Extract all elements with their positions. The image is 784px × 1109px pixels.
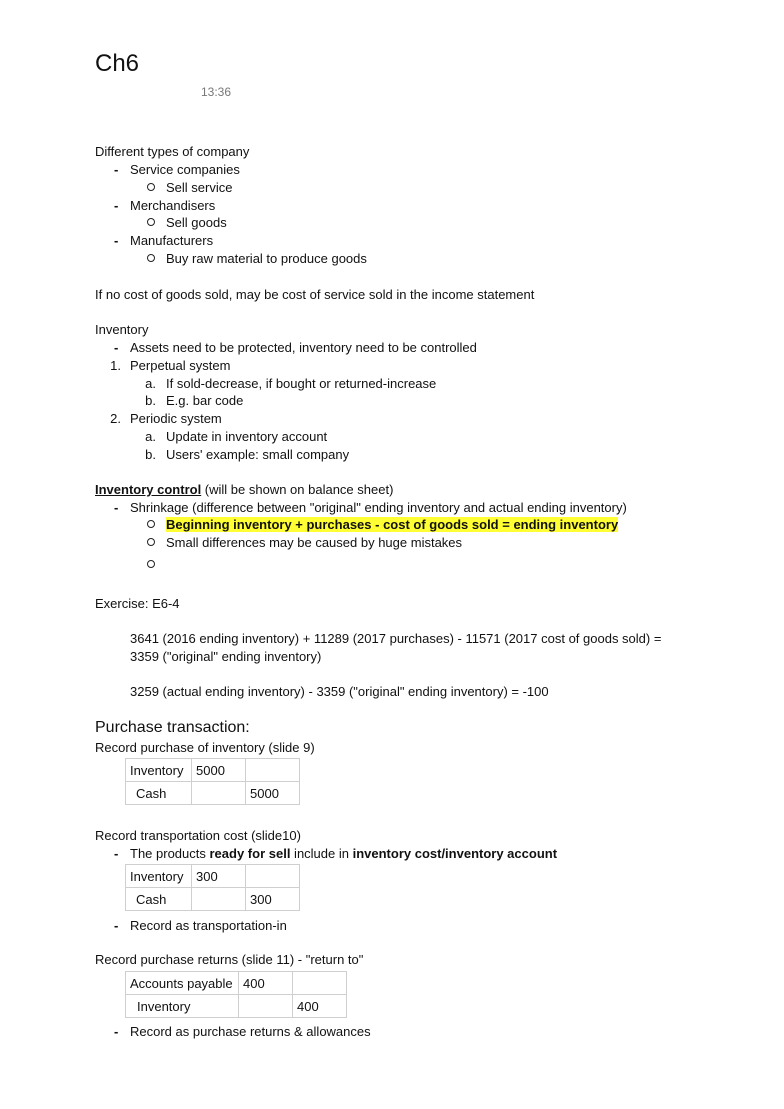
perpetual-sub-b: E.g. bar code (166, 393, 244, 408)
type-item-manufacturers: - Manufacturers (130, 232, 213, 249)
debit-cell (239, 995, 293, 1018)
circle-bullet-icon (147, 538, 155, 546)
type-sub-merchandisers: Sell goods (166, 215, 227, 230)
account-cell: Inventory (126, 865, 192, 888)
record2-bullet-2: - Record as transportation-in (130, 917, 287, 934)
type-item-merchandisers: - Merchandisers (130, 197, 215, 214)
credit-cell (246, 759, 300, 782)
periodic-sub-b: Users' example: small company (166, 447, 350, 462)
exercise-line-3: 3259 (actual ending inventory) - 3359 ("original" ending inventory) = -100 (130, 684, 549, 699)
record2-bullet-bold: ready for sell (209, 846, 291, 861)
highlighted-formula: Beginning inventory + purchases - cost of goods sold = ending inventory (166, 517, 619, 532)
journal-entry-table (125, 758, 300, 805)
inventory-heading: Inventory (95, 322, 149, 337)
type-sub-service: Sell service (166, 180, 233, 195)
record2-bullet-text: The products (130, 846, 210, 861)
journal-entry-table (125, 864, 300, 911)
exercise-line-1: 3641 (2016 ending inventory) + 11289 (2017 purchases) - 11571 (2017 cost of goods sold) = (130, 631, 662, 646)
account-cell: Accounts payable (126, 972, 239, 995)
circle-bullet-icon (147, 183, 155, 191)
record1-heading: Record purchase of inventory (slide 9) (95, 740, 315, 755)
exercise-line-2: 3359 ("original" ending inventory) (130, 649, 322, 664)
list-number: 2. (110, 411, 121, 426)
page-title: Ch6 (95, 50, 140, 77)
system-perpetual: Perpetual system (130, 358, 231, 373)
debit-cell (192, 782, 246, 805)
record3-bullet: - Record as purchase returns & allowances (130, 1023, 371, 1040)
control-heading-line (95, 481, 393, 498)
perpetual-sub-a: If sold-decrease, if bought or returned-increase (166, 376, 437, 391)
circle-bullet-icon (147, 560, 155, 568)
table-row (126, 888, 300, 911)
table-row (126, 759, 300, 782)
table-row (126, 782, 300, 805)
debit-cell (192, 888, 246, 911)
purchase-heading: Purchase transaction: (95, 719, 250, 736)
circle-bullet-icon (147, 520, 155, 528)
table-row (126, 995, 347, 1018)
table-row (126, 865, 300, 888)
record3-heading: Record purchase returns (slide 11) - "return to" (95, 952, 364, 967)
system-periodic: Periodic system (130, 411, 222, 426)
account-cell: Inventory (126, 759, 192, 782)
control-heading: Inventory control (95, 482, 202, 497)
credit-cell: 300 (246, 888, 300, 911)
record2-heading: Record transportation cost (slide10) (95, 828, 301, 843)
list-letter: b. (145, 393, 156, 408)
type-item-service: - Service companies (130, 161, 240, 178)
periodic-sub-a: Update in inventory account (166, 429, 328, 444)
small-difference-note: Small differences may be caused by huge mistakes (166, 535, 463, 550)
credit-cell (246, 865, 300, 888)
record2-bullet (130, 845, 557, 862)
formula-line (166, 516, 618, 533)
list-letter: a. (145, 376, 156, 391)
account-cell: Inventory (126, 995, 239, 1018)
account-cell: Cash (126, 782, 192, 805)
account-cell: Cash (126, 888, 192, 911)
debit-cell: 5000 (192, 759, 246, 782)
record2-bullet-text: include in (290, 846, 353, 861)
control-heading-note: (will be shown on balance sheet) (201, 482, 394, 497)
inventory-bullet: - Assets need to be protected, inventory need to be controlled (130, 339, 477, 356)
table-row (126, 972, 347, 995)
debit-cell: 300 (192, 865, 246, 888)
page-timestamp: 13:36 (201, 85, 232, 99)
list-number: 1. (110, 358, 121, 373)
list-letter: a. (145, 429, 156, 444)
circle-bullet-icon (147, 218, 155, 226)
shrinkage-bullet: - Shrinkage (difference between "original" ending inventory and actual ending inventory) (130, 499, 627, 516)
cost-note: If no cost of goods sold, may be cost of service sold in the income statement (95, 287, 535, 302)
type-sub-manufacturers: Buy raw material to produce goods (166, 251, 367, 266)
credit-cell: 400 (293, 995, 347, 1018)
exercise-heading: Exercise: E6-4 (95, 596, 180, 611)
journal-entry-table (125, 971, 347, 1018)
debit-cell: 400 (239, 972, 293, 995)
credit-cell: 5000 (246, 782, 300, 805)
record2-bullet-bold: inventory cost/inventory account (352, 846, 558, 861)
credit-cell (293, 972, 347, 995)
list-letter: b. (145, 447, 156, 462)
types-heading: Different types of company (95, 144, 250, 159)
circle-bullet-icon (147, 254, 155, 262)
